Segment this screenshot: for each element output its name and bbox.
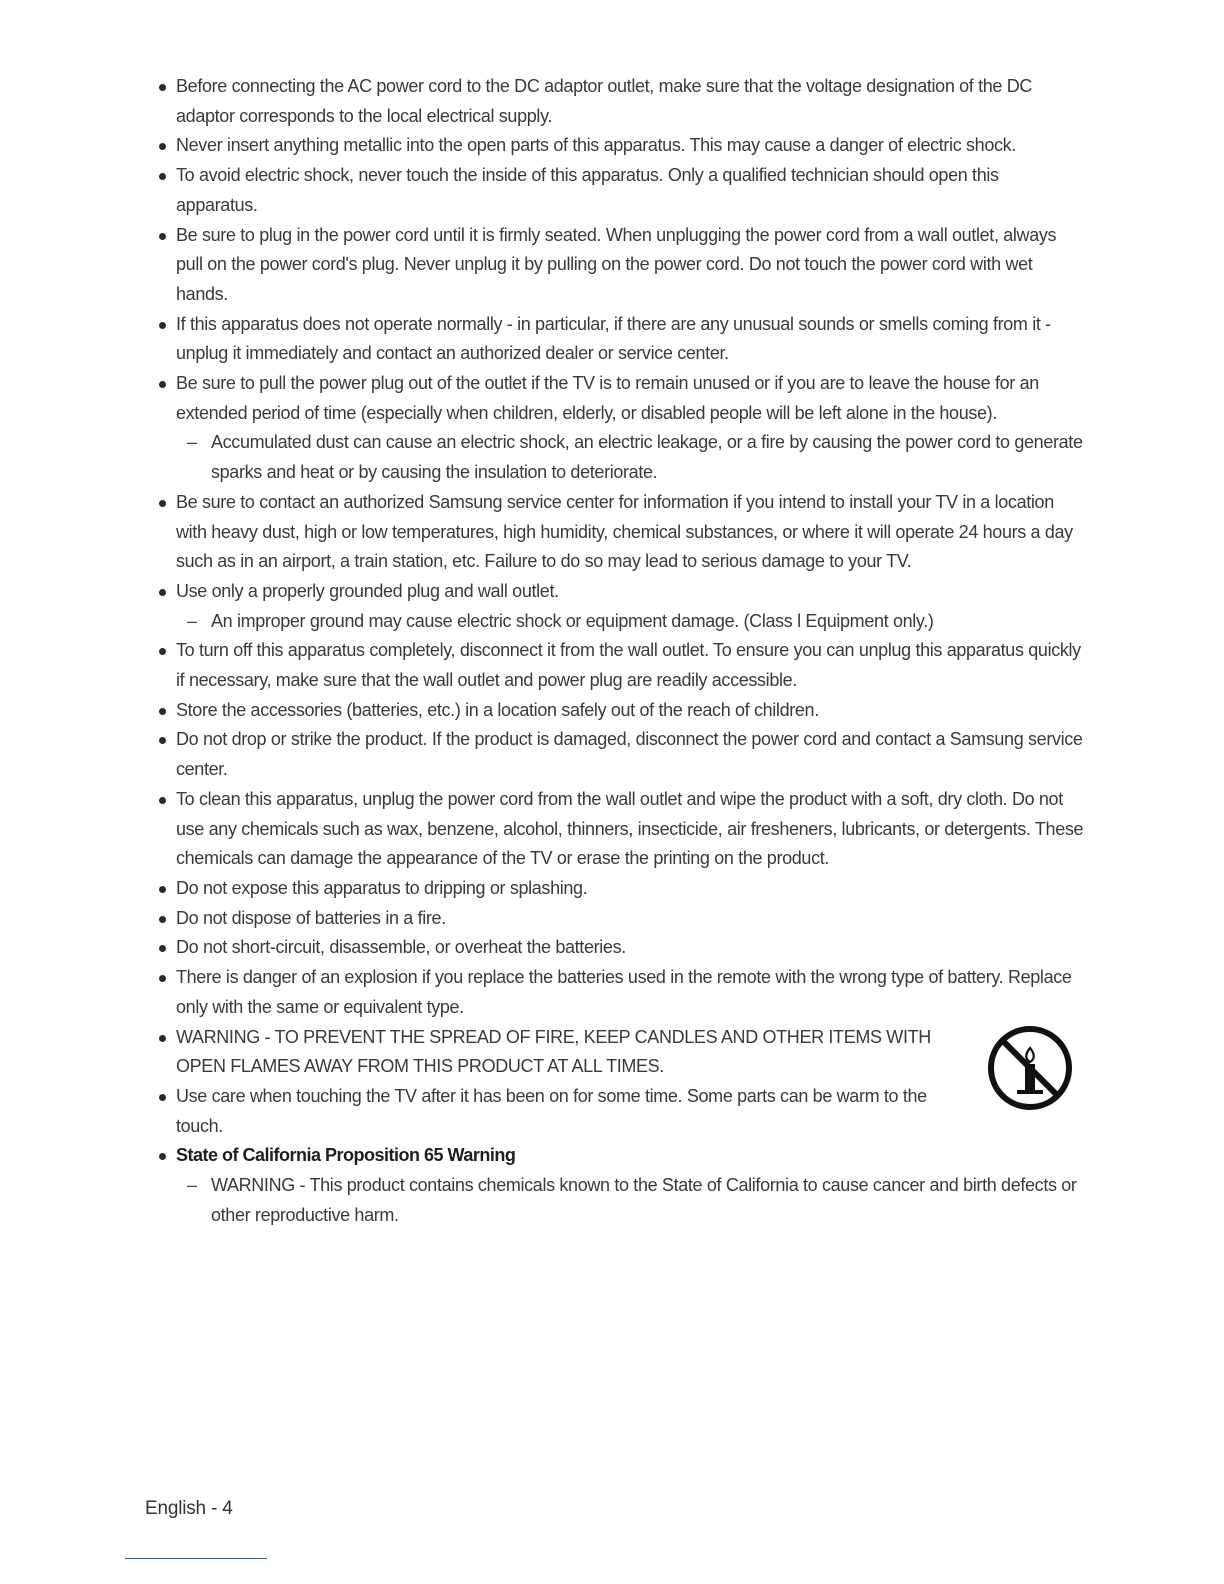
sub-item: – An improper ground may cause electric shock or equipment damage. (Class l Equipment only.) [154,607,1084,637]
bullet-item: Store the accessories (batteries, etc.) in a location safely out of the reach of children. [154,696,1084,726]
bullet-item: To turn off this apparatus completely, disconnect it from the wall outlet. To ensure you can unplug this apparatus quickly if necessary, make sure that the wall outlet and power plug are readily accessible. [154,636,1084,695]
bullet-item: Do not drop or strike the product. If the product is damaged, disconnect the power cord and contact a Samsung service center. [154,725,1084,784]
bullet-item: Before connecting the AC power cord to the DC adaptor outlet, make sure that the voltage designation of the DC adaptor corresponds to the local electrical supply. [154,72,1084,131]
bullet-item: WARNING - TO PREVENT THE SPREAD OF FIRE, KEEP CANDLES AND OTHER ITEMS WITH OPEN FLAMES AWAY FROM THIS PRODUCT AT ALL TIMES. [154,1023,956,1082]
bullet-item: There is danger of an explosion if you replace the batteries used in the remote with the wrong type of battery. Replace only with the same or equivalent type. [154,963,1084,1022]
bullet-item: Be sure to contact an authorized Samsung service center for information if you intend to install your TV in a location with heavy dust, high or low temperatures, high humidity, chemical substances, or where it will operate 24 hours a day such as in an airport, a train station, etc. Failure to do so may lead to serious damage to your TV. [154,488,1084,577]
bullet-item: Be sure to plug in the power cord until it is firmly seated. When unplugging the power cord from a wall outlet, always pull on the power cord's plug. Never unplug it by pulling on the power cord. Do not touch the power cord with wet hands. [154,221,1084,310]
safety-instructions-list [154,72,1084,1230]
bullet-item: Do not expose this apparatus to dripping or splashing. [154,874,1084,904]
sub-item: – Accumulated dust can cause an electric shock, an electric leakage, or a fire by causing the power cord to generate sparks and heat or by causing the insulation to deteriorate. [154,428,1084,487]
no-open-flame-icon [986,1024,1074,1112]
footer-rule [125,1558,267,1559]
bullet-item: Be sure to pull the power plug out of the outlet if the TV is to remain unused or if you are to leave the house for an extended period of time (especially when children, elderly, or disabled people will be left alone in the house). [154,369,1084,428]
bullet-item: Use only a properly grounded plug and wall outlet. [154,577,1084,607]
bullet-item: Use care when touching the TV after it has been on for some time. Some parts can be warm to the touch. [154,1082,956,1141]
bullet-item: To avoid electric shock, never touch the inside of this apparatus. Only a qualified technician should open this apparatus. [154,161,1084,220]
bullet-item: Do not dispose of batteries in a fire. [154,904,1084,934]
bullet-item: State of California Proposition 65 Warning [154,1141,1084,1171]
bullet-item: If this apparatus does not operate normally - in particular, if there are any unusual sounds or smells coming from it - unplug it immediately and contact an authorized dealer or service center. [154,310,1084,369]
bullet-item: Do not short-circuit, disassemble, or overheat the batteries. [154,933,1084,963]
page-footer: English - 4 [145,1498,233,1519]
bullet-item: Never insert anything metallic into the open parts of this apparatus. This may cause a danger of electric shock. [154,131,1084,161]
bullet-item: To clean this apparatus, unplug the power cord from the wall outlet and wipe the product with a soft, dry cloth. Do not use any chemicals such as wax, benzene, alcohol, thinners, insecticide, air fresheners, lubricants, or detergents. These chemicals can damage the appearance of the TV or erase the printing on the product. [154,785,1084,874]
sub-item: – WARNING - This product contains chemicals known to the State of California to cause cancer and birth defects or other reproductive harm. [154,1171,1084,1230]
